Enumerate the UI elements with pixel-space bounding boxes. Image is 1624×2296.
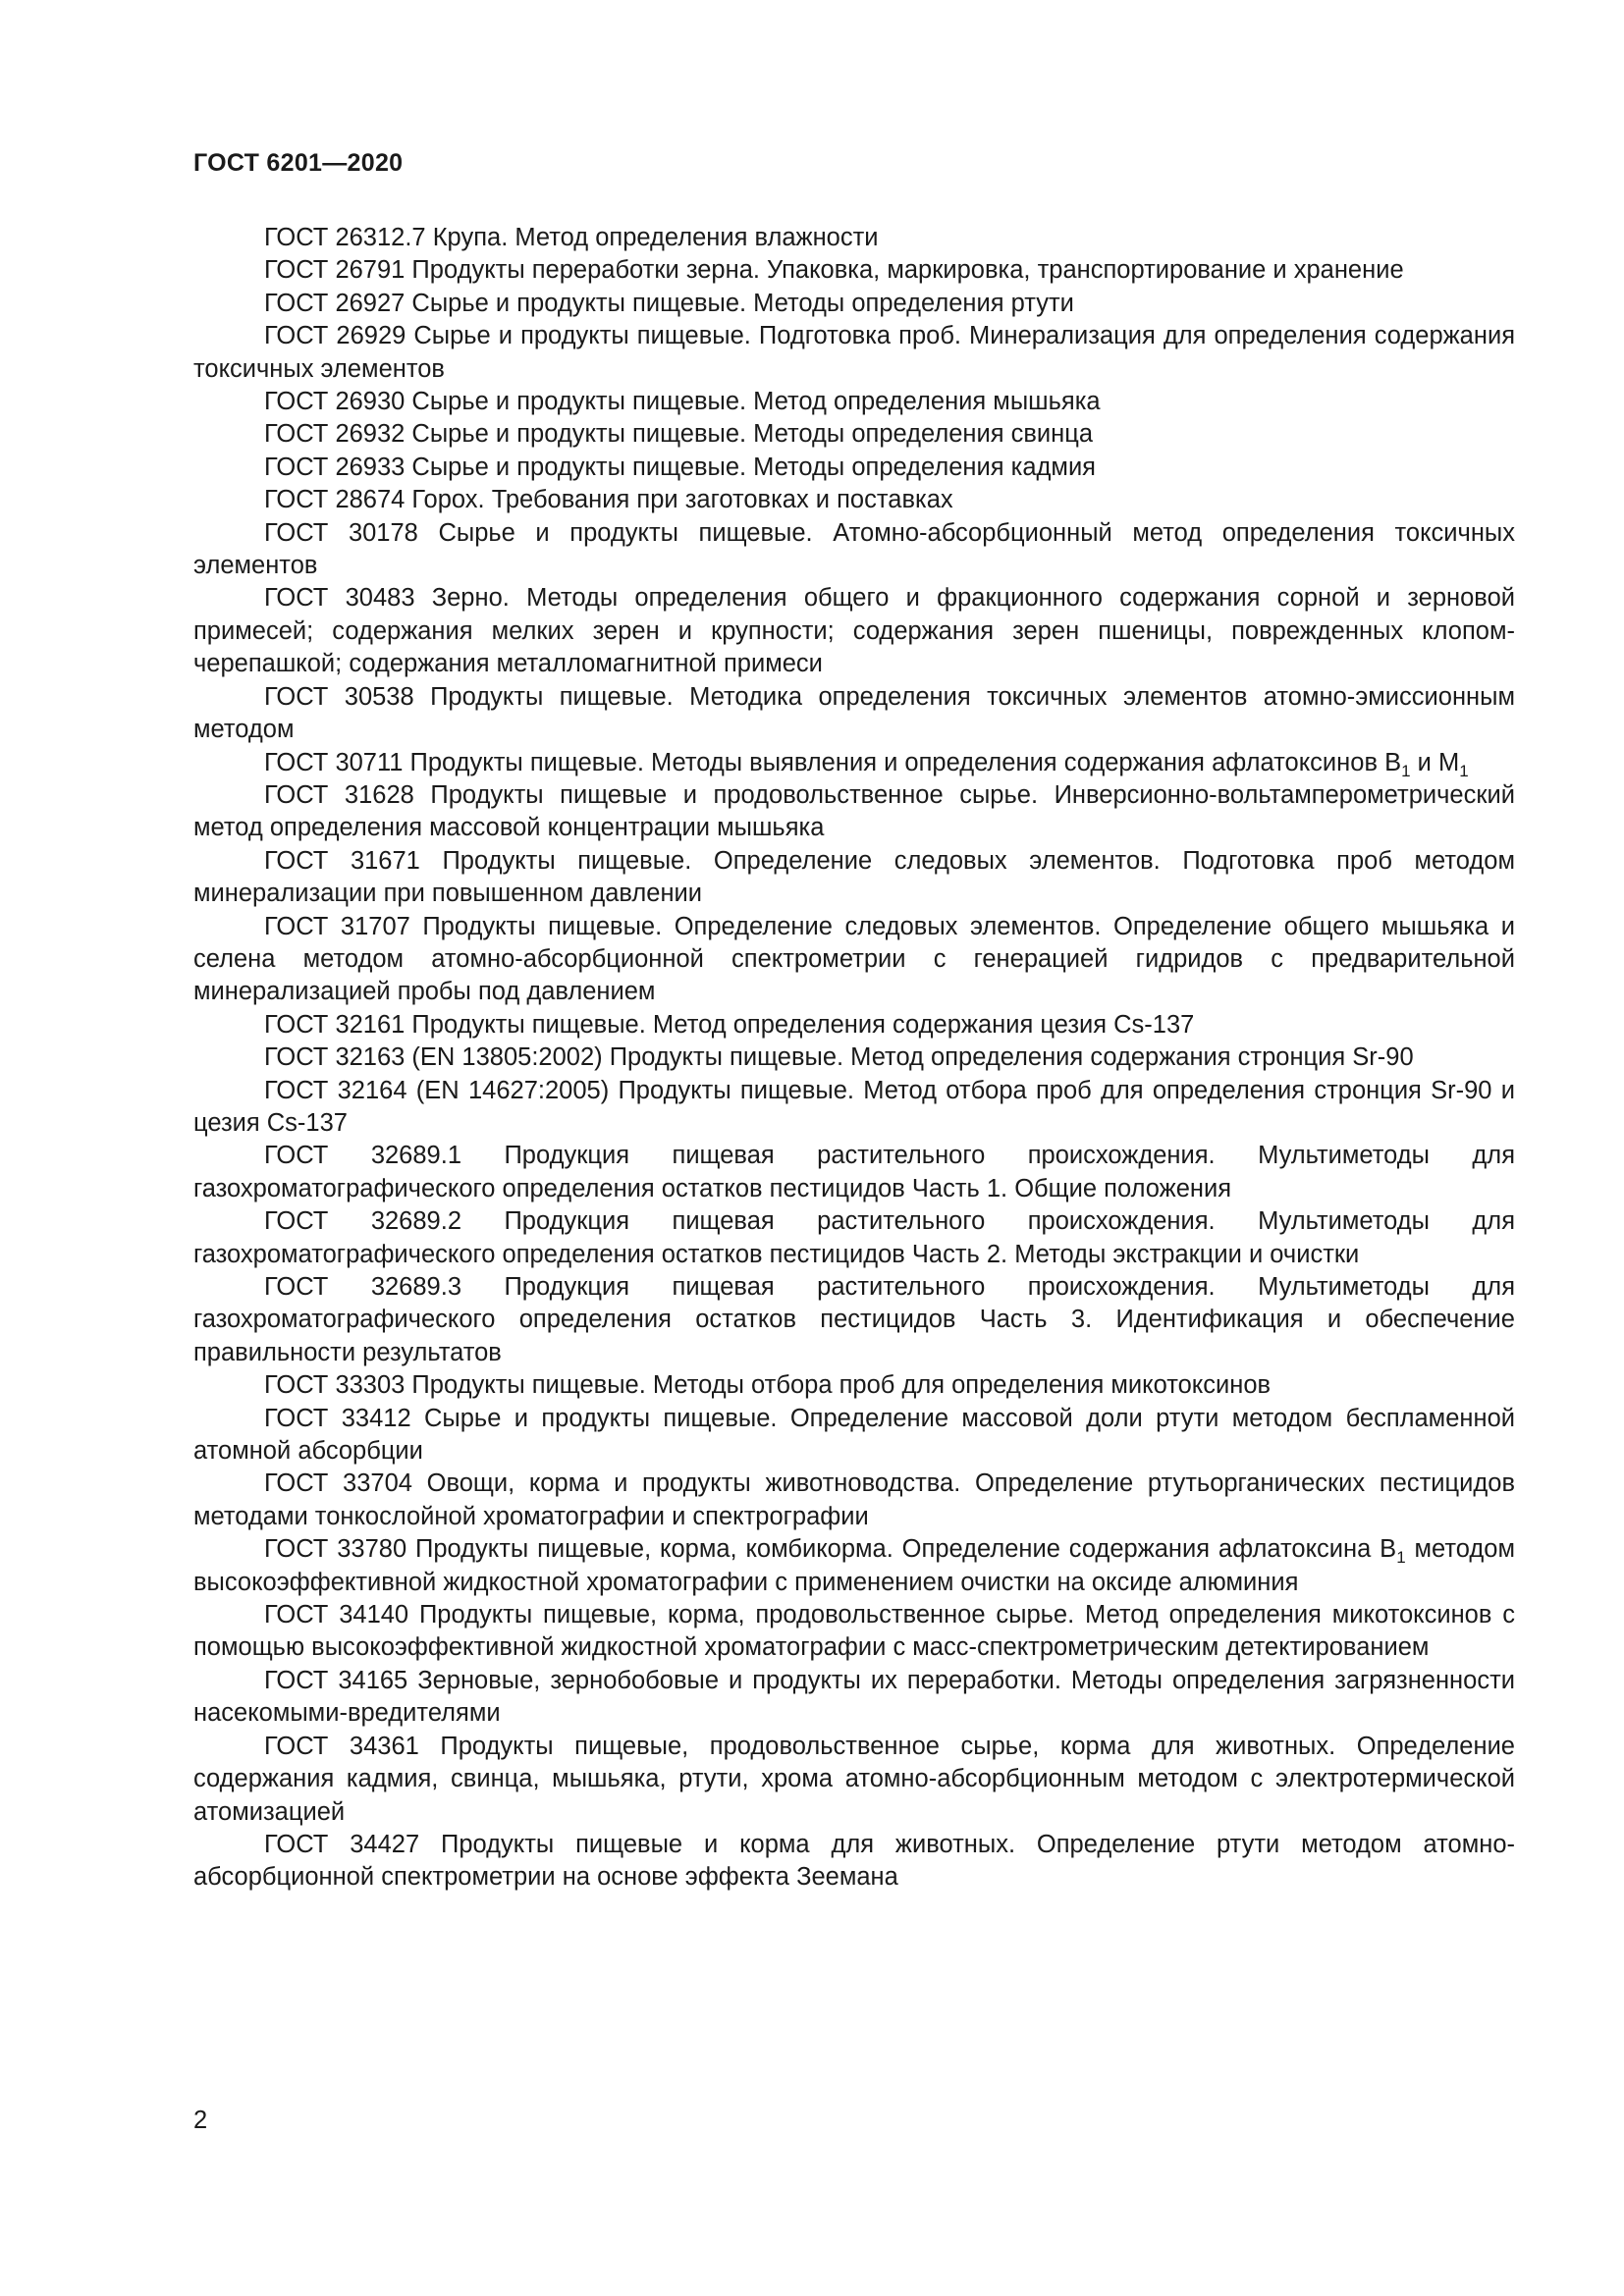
- reference-item: ГОСТ 32163 (EN 13805:2002) Продукты пищевые. Метод определения содержания стронция Sr-90: [264, 1043, 1414, 1072]
- reference-item: ГОСТ 26929 Сырье и продукты пищевые. Подготовка проб. Минерализация для определения содержания токсичных элементов: [193, 322, 1515, 383]
- reference-item: ГОСТ 26927 Сырье и продукты пищевые. Методы определения ртути: [264, 289, 1074, 317]
- reference-item: ГОСТ 34427 Продукты пищевые и корма для животных. Определение ртути методом атомно-абсорбционной спектрометрии на основе эффекта Зеемана: [193, 1830, 1515, 1892]
- reference-item: ГОСТ 32689.1 Продукция пищевая растительного происхождения. Мультиметоды для газохроматографического определения остатков пестицидов Часть 1. Общие положения: [193, 1142, 1515, 1202]
- reference-item: ГОСТ 30538 Продукты пищевые. Методика определения токсичных элементов атомно-эмиссионным методом: [193, 682, 1515, 744]
- reference-item: ГОСТ 31628 Продукты пищевые и продовольственное сырье. Инверсионно-вольтамперометрический метод определения массовой концентрации мышьяка: [193, 780, 1515, 842]
- subscript: 1: [1459, 761, 1469, 780]
- reference-item: ГОСТ 32161 Продукты пищевые. Метод определения содержания цезия Cs-137: [264, 1010, 1195, 1039]
- reference-item: ГОСТ 32689.2 Продукция пищевая растительного происхождения. Мультиметоды для газохроматографического определения остатков пестицидов Часть 2. Методы экстракции и очистки: [193, 1207, 1515, 1268]
- reference-item: ГОСТ 33412 Сырье и продукты пищевые. Определение массовой доли ртути методом беспламенной атомной абсорбции: [193, 1404, 1515, 1466]
- reference-item: ГОСТ 26930 Сырье и продукты пищевые. Метод определения мышьяка: [264, 388, 1101, 416]
- reference-item: ГОСТ 34165 Зерновые, зернобобовые и продукты их переработки. Методы определения загрязненности насекомыми-вредителями: [193, 1666, 1515, 1728]
- reference-item: ГОСТ 34140 Продукты пищевые, корма, продовольственное сырье. Метод определения микотоксинов с помощью высокоэффективной жидкостной хроматографии с масс-спектрометрическим детектированием: [193, 1601, 1515, 1662]
- reference-text: ГОСТ 30711 Продукты пищевые. Методы выявления и определения содержания афлатоксинов B: [264, 748, 1402, 776]
- reference-item: ГОСТ 33303 Продукты пищевые. Методы отбора проб для определения микотоксинов: [264, 1371, 1272, 1400]
- reference-item: ГОСТ 30178 Сырье и продукты пищевые. Атомно-абсорбционный метод определения токсичных элементов: [193, 518, 1515, 580]
- document-header: ГОСТ 6201—2020: [193, 149, 404, 177]
- reference-item: ГОСТ 26932 Сырье и продукты пищевые. Методы определения свинца: [264, 420, 1094, 449]
- reference-item: ГОСТ 31671 Продукты пищевые. Определение следовых элементов. Подготовка проб методом минерализации при повышенном давлении: [193, 846, 1515, 908]
- reference-item: ГОСТ 32689.3 Продукция пищевая растительного происхождения. Мультиметоды для газохроматографического определения остатков пестицидов Часть 3. Идентификация и обеспечение правильности результатов: [193, 1273, 1515, 1366]
- reference-item: ГОСТ 30483 Зерно. Методы определения общего и фракционного содержания сорной и зерновой примесей; содержания мелких зерен и крупности; содержания зерен пшеницы, поврежденных клопом-черепашкой; содержания металломагнитной примеси: [193, 584, 1515, 678]
- reference-item: ГОСТ 26791 Продукты переработки зерна. Упаковка, маркировка, транспортирование и хранение: [264, 256, 1404, 285]
- reference-item: [193, 747, 1515, 779]
- references-list: [193, 222, 1515, 1895]
- page-number: 2: [193, 2107, 208, 2134]
- reference-item: ГОСТ 33704 Овощи, корма и продукты животноводства. Определение ртутьорганических пестицидов методами тонкослойной хроматографии и спектрографии: [193, 1469, 1515, 1530]
- reference-item: ГОСТ 26312.7 Крупа. Метод определения влажности: [264, 224, 879, 251]
- subscript: 1: [1396, 1548, 1406, 1568]
- reference-item: ГОСТ 26933 Сырье и продукты пищевые. Методы определения кадмия: [264, 453, 1096, 481]
- reference-text: ГОСТ 33780 Продукты пищевые, корма, комбикорма. Определение содержания афлатоксина B: [264, 1535, 1397, 1564]
- reference-text: методом высокоэффективной жидкостной хроматографии с применением очистки на оксиде алюминия: [193, 1535, 1515, 1596]
- reference-item: ГОСТ 34361 Продукты пищевые, продовольственное сырье, корма для животных. Определение содержания кадмия, свинца, мышьяка, ртути, хрома атомно-абсорбционным методом с электротермической атомизацией: [193, 1732, 1515, 1826]
- subscript: 1: [1401, 761, 1411, 780]
- reference-item: ГОСТ 28674 Горох. Требования при заготовках и поставках: [264, 486, 953, 514]
- reference-item: ГОСТ 32164 (EN 14627:2005) Продукты пищевые. Метод отбора проб для определения стронция Sr-90 и цезия Cs-137: [193, 1076, 1515, 1137]
- reference-item: ГОСТ 31707 Продукты пищевые. Определение следовых элементов. Определение общего мышьяка и селена методом атомно-абсорбционной спектрометрии с генерацией гидридов с предварительной минерализацией пробы под давлением: [193, 912, 1515, 1006]
- reference-item: [193, 1533, 1515, 1599]
- reference-text: и M: [1410, 748, 1460, 776]
